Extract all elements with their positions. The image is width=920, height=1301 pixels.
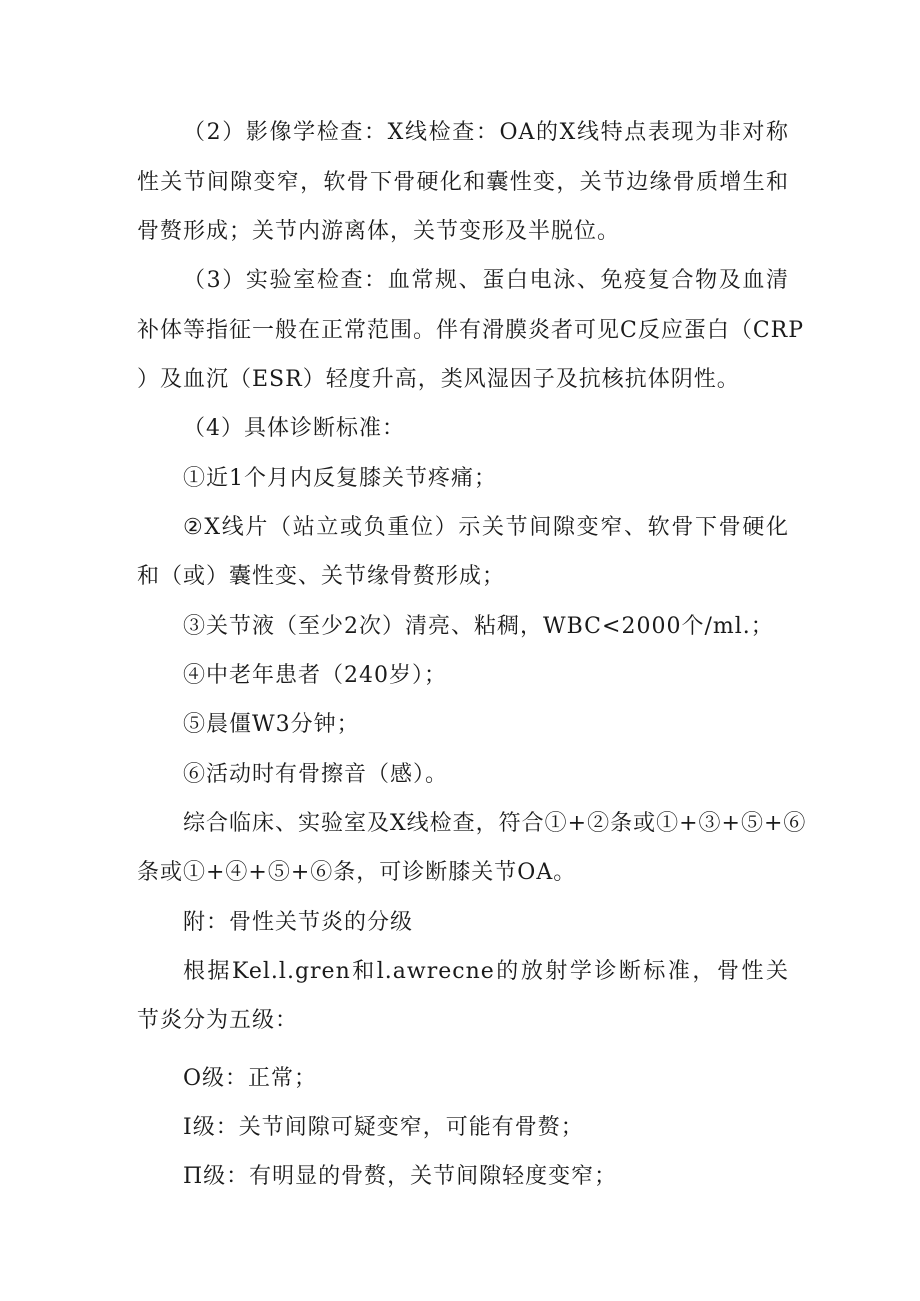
list-item: ①近1个月内反复膝关节疼痛； [183,466,497,491]
text-line: 补体等指征一般在正常范围。伴有滑膜炎者可见C反应蛋白（CRP [137,318,805,343]
text-line: 性关节间隙变窄，软骨下骨硬化和囊性变，关节边缘骨质增生和 [137,170,789,195]
grade-item: Ⅰ级：关节间隙可疑变窄，可能有骨赘； [183,1115,584,1140]
text-line: （3）实验室检查：血常规、蛋白电泳、免疫复合物及血清 [183,268,789,293]
list-item: ②X线片（站立或负重位）示关节间隙变窄、软骨下骨硬化 [183,515,789,540]
list-item: ③关节液（至少2次）清亮、粘稠，WBC<2000个/ml.； [183,614,774,639]
text-line: 条或①+④+⑤+⑥条，可诊断膝关节OA。 [137,860,577,885]
text-line: 和（或）囊性变、关节缘骨赘形成； [137,564,506,589]
text-line: （2）影像学检查：X线检查：OA的X线特点表现为非对称 [183,120,789,145]
list-item: ④中老年患者（240岁）； [183,663,447,688]
text-line: 骨赘形成；关节内游离体，关节变形及半脱位。 [137,219,621,244]
grade-item: O级：正常； [183,1066,318,1091]
grade-item: Π级：有明显的骨赘，关节间隙轻度变窄； [183,1164,618,1189]
text-line: 综合临床、实验室及X线检查，符合①+②条或①+③+⑤+⑥ [183,811,807,836]
text-line: 根据Kel.l.gren和l.awrecne的放射学诊断标准，骨性关 [183,959,789,984]
text-line: ）及血沉（ESR）轻度升高，类风湿因子及抗核抗体阴性。 [137,367,740,392]
list-item: ⑤晨僵W3分钟； [183,712,360,737]
list-item: ⑥活动时有骨擦音（感）。 [183,762,449,787]
text-line: 节炎分为五级： [137,1008,299,1033]
text-line: （4）具体诊断标准： [183,416,405,441]
section-heading: 附：骨性关节炎的分级 [183,910,414,935]
